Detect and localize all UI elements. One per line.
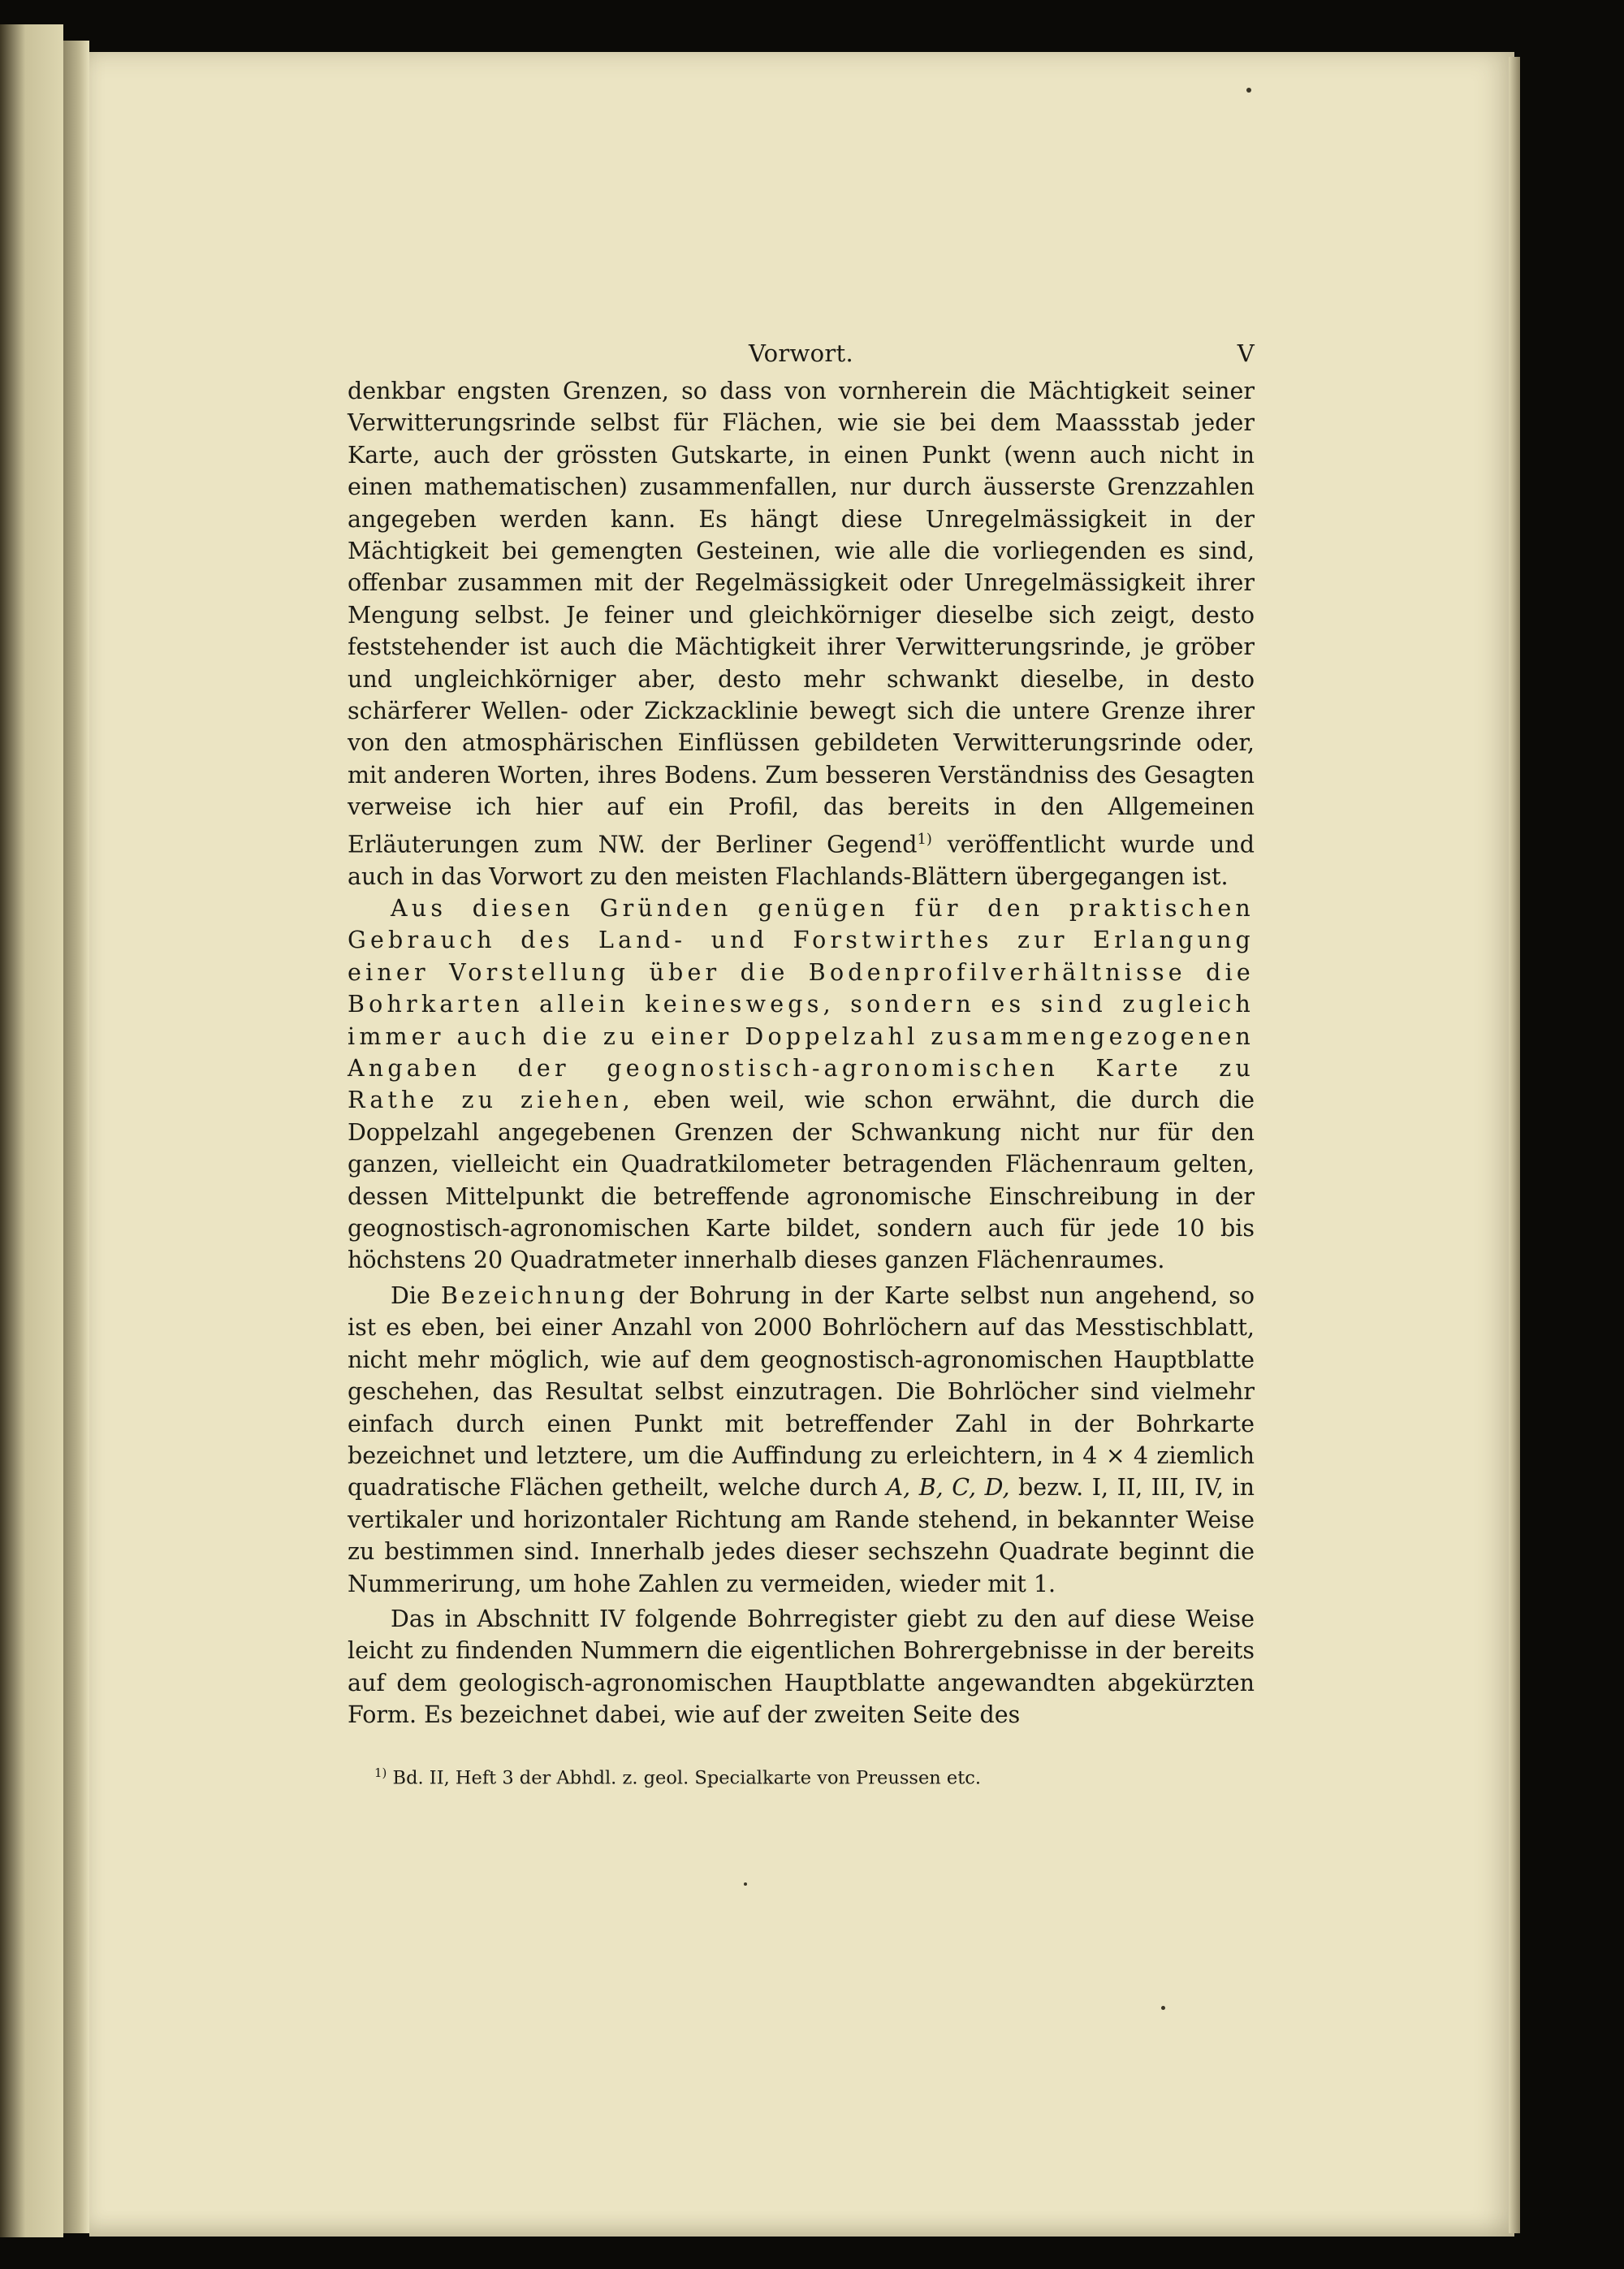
page-text-block — [348, 339, 1255, 1790]
paragraph-2 — [348, 892, 1255, 1277]
footnote-mark: 1) — [374, 1765, 387, 1780]
paragraph-4 — [348, 1603, 1255, 1731]
paragraph-1-continuation: veröffentlicht wurde und auch in das Vorwort zu den meisten Flachlands-Blättern übergegangen ist. — [348, 831, 1255, 890]
paragraph-3-letters: A, B, C, D, — [886, 1474, 1010, 1502]
paragraph-3 — [348, 1280, 1255, 1600]
facing-page-edge — [0, 24, 63, 2237]
running-head — [348, 339, 1255, 375]
book-gutter — [63, 41, 89, 2233]
paragraph-3-emphasis: Bezeichnung — [440, 1281, 628, 1309]
paper-speck — [1161, 2006, 1165, 2010]
paragraph-3-text-b: bezw. I, II, III, IV, in vertikaler und horizontaler Richtung am Rande stehend, in bekannter Weise zu bestimmen sind. Innerhalb jedes dieser sechszehn Quadrate beginnt die Nummerirung, um hohe Zahlen zu vermeiden, wieder mit 1. — [348, 1474, 1255, 1597]
page-number: V — [1237, 339, 1255, 367]
page-title: Vorwort. — [748, 339, 854, 367]
paragraph-3-text-a: der Bohrung in der Karte selbst nun angehend, so ist es eben, bei einer Anzahl von 2000 Bohrlöchern auf das Messtischblatt, nicht mehr möglich, wie auf dem geognostisch-agronomischen Hauptblatte geschehen, das Resultat selbst einzutragen. Die Bohrlöcher sind vielmehr einfach durch einen Punkt mit betreffender Zahl in der Bohrkarte bezeichnet und letztere, um die Auffindung zu erleichtern, in 4 × 4 ziemlich quadratische Flächen getheilt, welche durch — [348, 1281, 1255, 1502]
paragraph-2-text: eben weil, wie schon erwähnt, die durch die Doppelzahl angegebenen Grenzen der Schwankung nicht nur für den ganzen, vielleicht ein Quadratkilometer betragenden Flächenraum gelten, dessen Mittelpunkt die betreffende agronomische Einschreibung in der geognostisch-agronomischen Karte bildet, sondern auch für jede 10 bis höchstens 20 Quadratmeter innerhalb dieses ganzen Flächenraumes. — [348, 1087, 1255, 1274]
paragraph-2-emphasis: Aus diesen Gründen genügen für den praktischen Gebrauch des Land- und Forstwirthes zur Erlangung einer Vorstellung über die Bodenprofilverhältnisse die Bohrkarten allein keineswegs, sondern es sind zugleich immer auch die zu einer Doppelzahl zusammengezogenen Angaben der geognostisch-agronomischen Karte zu Rathe zu ziehen, — [348, 895, 1255, 1114]
paper-speck — [1246, 88, 1251, 93]
paper-speck — [744, 1882, 747, 1886]
paragraph-1-text: denkbar engsten Grenzen, so dass von vornherein die Mächtigkeit seiner Verwitterungsrinde selbst für Flächen, wie sie bei dem Maassstab jeder Karte, auch der grössten Gutskarte, in einen Punkt (wenn auch nicht in einen mathematischen) zusammenfallen, nur durch äusserste Grenzzahlen angegeben werden kann. Es hängt diese Unregelmässigkeit in der Mächtigkeit bei gemengten Gesteinen, wie alle die vorliegenden es sind, offenbar zusammen mit der Regelmässigkeit oder Unregelmässigkeit ihrer Mengung selbst. Je feiner und gleichkörniger dieselbe sich zeigt, desto feststehender ist auch die Mächtigkeit ihrer Verwitterungsrinde, je gröber und ungleichkörniger aber, desto mehr schwankt dieselbe, in desto schärferer Wellen- oder Zickzacklinie bewegt sich die untere Grenze ihrer von den atmosphärischen Einflüssen gebildeten Verwitterungsrinde oder, mit anderen Worten, ihres Bodens. Zum besseren Verständniss des Gesagten verweise ich hier auf ein Profil, das bereits in den Allgemeinen Erläuterungen zum NW. der Berliner Gegend — [348, 378, 1255, 858]
paragraph-3-lead: Die — [391, 1281, 441, 1309]
paragraph-4-text: Das in Abschnitt IV folgende Bohrregister giebt zu den auf diese Weise leicht zu findenden Nummern die eigentlichen Bohrergebnisse in der bereits auf dem geologisch-agronomischen Hauptblatte angewandten abgekürzten Form. Es bezeichnet dabei, wie auf der zweiten Seite des — [348, 1605, 1255, 1729]
page-right-edge — [1509, 57, 1520, 2233]
footnote — [348, 1761, 1255, 1791]
footnote-text: Bd. II, Heft 3 der Abhdl. z. geol. Specialkarte von Preussen etc. — [387, 1767, 982, 1789]
footnote-reference[interactable]: 1) — [917, 830, 932, 848]
paragraph-1 — [348, 375, 1255, 892]
